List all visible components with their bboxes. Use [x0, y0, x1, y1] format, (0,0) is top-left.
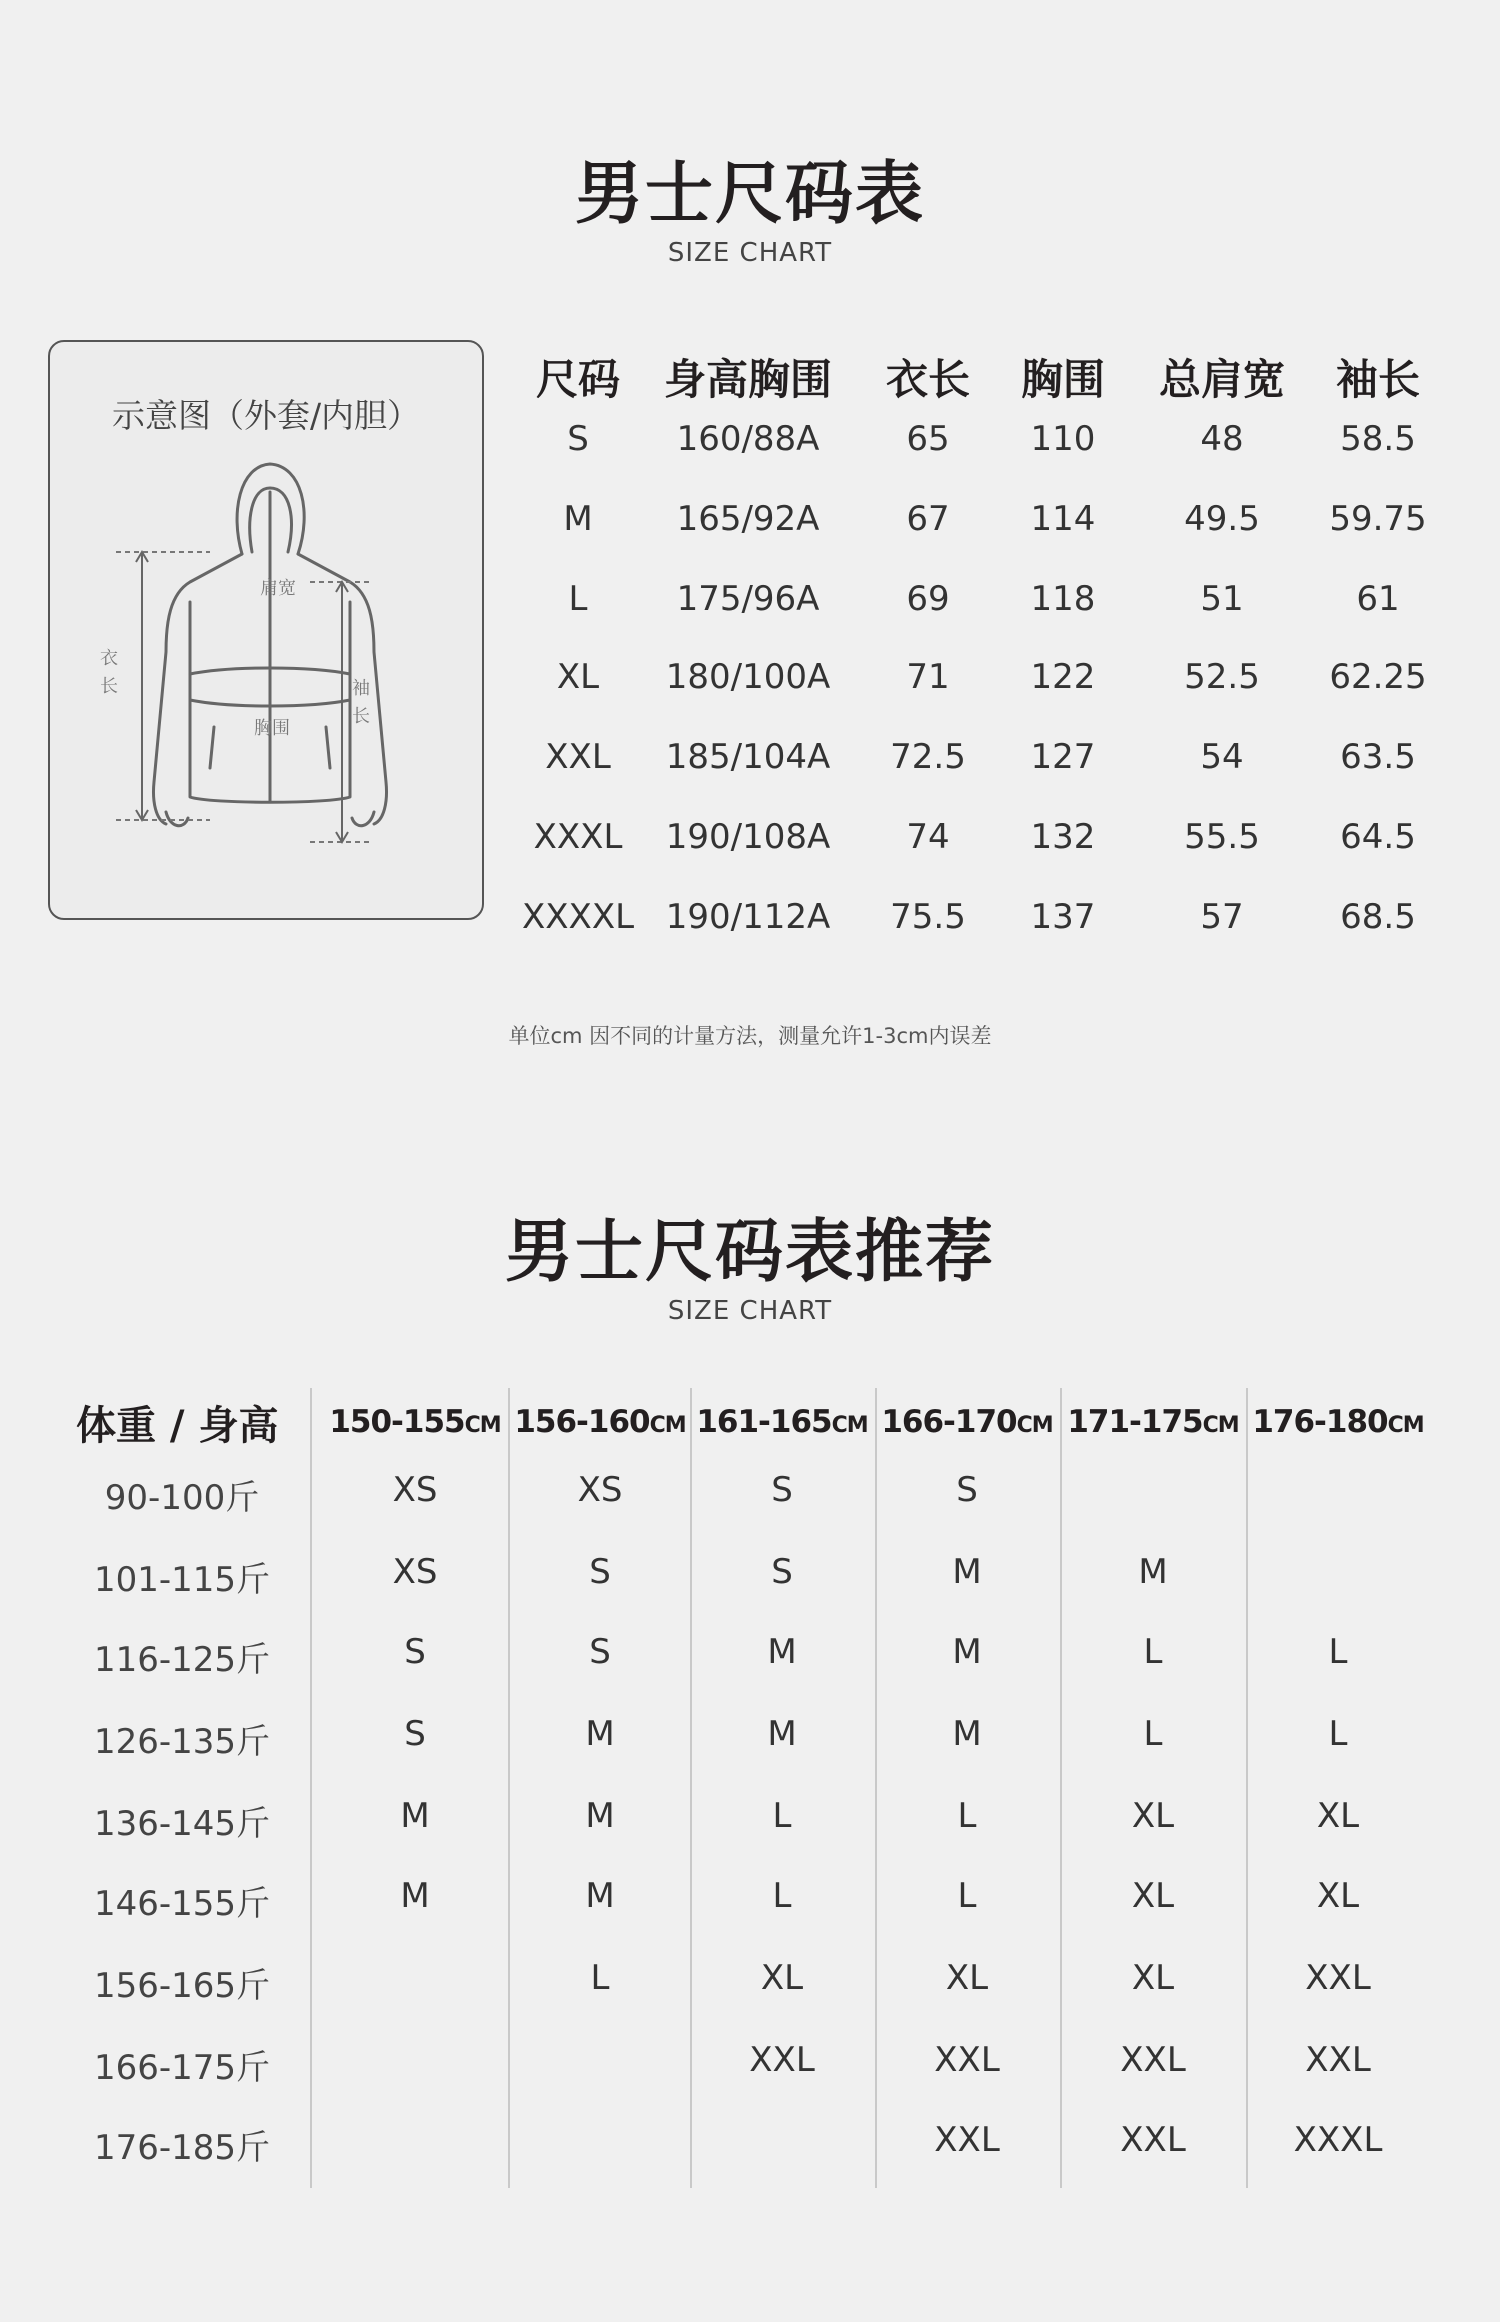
size-table-header: 总肩宽: [1158, 355, 1286, 404]
table-row: [60, 1470, 1460, 1550]
diagram-box: [48, 340, 484, 920]
height-header: [514, 1404, 685, 1440]
size-table-cell: 64.5: [1340, 817, 1416, 857]
size-table-cell: 48: [1200, 419, 1244, 459]
weight-label: 116-125斤: [93, 1640, 271, 1680]
table-row: [60, 1714, 1460, 1794]
table-row: [60, 2120, 1460, 2200]
recommended-size: L: [1328, 1632, 1348, 1672]
size-table-cell: 68.5: [1340, 897, 1416, 937]
height-range: 166-170: [881, 1404, 1017, 1440]
recommended-size: M: [400, 1796, 430, 1836]
recommended-size: S: [771, 1552, 793, 1592]
height-unit: CM: [464, 1413, 501, 1438]
size-table-cell: 118: [1030, 579, 1096, 619]
length-label-1: 衣: [100, 648, 118, 669]
height-header: [1067, 1404, 1238, 1440]
shoulder-label: 肩宽: [260, 578, 296, 599]
recommend-corner-label: 体重 / 身高: [76, 1403, 279, 1449]
table-row: [60, 1958, 1460, 2038]
length-label-2: 长: [100, 676, 118, 697]
table-row: [60, 2040, 1460, 2120]
size-table-cell: 74: [906, 817, 950, 857]
recommended-size: M: [1138, 1552, 1168, 1592]
size-table-cell: 175/96A: [676, 579, 820, 619]
recommend-subtitle: SIZE CHART: [667, 1296, 833, 1326]
size-table-cell: 61: [1356, 579, 1400, 619]
chest-label: 胸围: [254, 718, 290, 739]
size-table-cell: 58.5: [1340, 419, 1416, 459]
recommended-size: L: [1328, 1714, 1348, 1754]
weight-label: 146-155斤: [93, 1884, 271, 1924]
size-table-cell: 75.5: [890, 897, 966, 937]
recommend-table: [60, 1380, 1460, 2190]
size-table-cell: 71: [906, 657, 950, 697]
recommended-size: M: [585, 1876, 615, 1916]
height-header: [1252, 1404, 1423, 1440]
size-table-cell: 190/112A: [665, 897, 831, 937]
size-table-cell: XL: [556, 657, 600, 697]
recommended-size: XXL: [934, 2120, 1000, 2160]
recommended-size: XL: [1131, 1958, 1175, 1998]
size-table-cell: 72.5: [890, 737, 966, 777]
size-table-cell: 137: [1030, 897, 1096, 937]
weight-label: 166-175斤: [93, 2048, 271, 2088]
recommended-size: L: [957, 1796, 977, 1836]
size-table-cell: 110: [1030, 419, 1096, 459]
recommended-size: L: [590, 1958, 610, 1998]
recommended-size: S: [404, 1632, 426, 1672]
size-table-cell: S: [567, 419, 589, 459]
recommended-size: L: [1143, 1714, 1163, 1754]
recommended-size: L: [957, 1876, 977, 1916]
height-range: 156-160: [514, 1404, 650, 1440]
size-table-cell: 122: [1030, 657, 1096, 697]
height-unit: CM: [1387, 1413, 1424, 1438]
sleeve-label-1: 袖: [352, 678, 370, 699]
recommended-size: S: [589, 1632, 611, 1672]
recommended-size: S: [589, 1552, 611, 1592]
size-table-cell: M: [563, 499, 593, 539]
recommend-title: 男士尺码表推荐: [504, 1213, 995, 1292]
weight-label: 101-115斤: [93, 1560, 271, 1600]
recommended-size: XL: [1316, 1796, 1360, 1836]
recommended-size: M: [585, 1796, 615, 1836]
size-table-cell: 55.5: [1184, 817, 1260, 857]
size-table-cell: 63.5: [1340, 737, 1416, 777]
sleeve-label-2: 长: [352, 706, 370, 727]
table-row: [60, 1552, 1460, 1632]
recommended-size: XXL: [1120, 2120, 1186, 2160]
size-table-cell: 132: [1030, 817, 1096, 857]
jacket-diagram: [70, 452, 470, 872]
height-unit: CM: [831, 1413, 868, 1438]
weight-label: 156-165斤: [93, 1966, 271, 2006]
measurement-note: 单位cm 因不同的计量方法，测量允许1-3cm内误差: [508, 1024, 992, 1048]
recommended-size: M: [400, 1876, 430, 1916]
size-table-cell: 165/92A: [676, 499, 820, 539]
size-table-cell: 59.75: [1329, 499, 1427, 539]
size-table-cell: XXXXL: [521, 897, 635, 937]
size-table-cell: 49.5: [1184, 499, 1260, 539]
size-table-cell: 62.25: [1329, 657, 1427, 697]
height-range: 171-175: [1067, 1404, 1203, 1440]
recommended-size: XXL: [1120, 2040, 1186, 2080]
height-range: 161-165: [696, 1404, 832, 1440]
weight-label: 126-135斤: [93, 1722, 271, 1762]
height-range: 176-180: [1252, 1404, 1388, 1440]
height-unit: CM: [649, 1413, 686, 1438]
height-header: [329, 1404, 500, 1440]
size-table-cell: XXXL: [533, 817, 623, 857]
recommended-size: S: [956, 1470, 978, 1510]
recommended-size: XS: [392, 1470, 438, 1510]
size-table-header: 尺码: [535, 355, 621, 404]
size-table-cell: 114: [1030, 499, 1096, 539]
recommended-size: XL: [1131, 1876, 1175, 1916]
size-table-cell: 160/88A: [676, 419, 820, 459]
height-unit: CM: [1016, 1413, 1053, 1438]
table-row: [60, 1632, 1460, 1712]
size-table-cell: 57: [1200, 897, 1244, 937]
recommended-size: M: [585, 1714, 615, 1754]
size-table-cell: 190/108A: [665, 817, 831, 857]
recommended-size: L: [1143, 1632, 1163, 1672]
size-table-cell: 65: [906, 419, 950, 459]
recommended-size: XL: [760, 1958, 804, 1998]
recommended-size: XXL: [1305, 2040, 1371, 2080]
recommended-size: L: [772, 1876, 792, 1916]
recommended-size: XXL: [934, 2040, 1000, 2080]
table-row: [60, 1876, 1460, 1956]
size-table-header: 胸围: [1020, 355, 1106, 404]
size-table-header: 身高胸围: [663, 355, 833, 404]
weight-label: 176-185斤: [93, 2128, 271, 2168]
recommended-size: L: [772, 1796, 792, 1836]
size-table-cell: 180/100A: [665, 657, 831, 697]
size-table-cell: 185/104A: [665, 737, 831, 777]
height-unit: CM: [1202, 1413, 1239, 1438]
height-header: [696, 1404, 867, 1440]
size-table-header: 袖长: [1335, 355, 1421, 404]
weight-label: 136-145斤: [93, 1804, 271, 1844]
size-table-cell: L: [568, 579, 588, 619]
height-header: [881, 1404, 1052, 1440]
recommended-size: M: [767, 1714, 797, 1754]
table-row: [60, 1796, 1460, 1876]
recommended-size: XXXL: [1293, 2120, 1383, 2160]
recommended-size: XL: [1316, 1876, 1360, 1916]
recommended-size: S: [404, 1714, 426, 1754]
recommended-size: S: [771, 1470, 793, 1510]
height-range: 150-155: [329, 1404, 465, 1440]
recommended-size: XS: [577, 1470, 623, 1510]
size-table-cell: 52.5: [1184, 657, 1260, 697]
size-table-header: 衣长: [885, 355, 971, 404]
recommended-size: XXL: [749, 2040, 815, 2080]
recommended-size: XXL: [1305, 1958, 1371, 1998]
size-table-cell: 51: [1200, 579, 1244, 619]
recommended-size: M: [952, 1552, 982, 1592]
recommended-size: M: [952, 1632, 982, 1672]
size-table-cell: 67: [906, 499, 950, 539]
size-table-cell: 54: [1200, 737, 1244, 777]
recommended-size: XL: [945, 1958, 989, 1998]
size-table-cell: XXL: [545, 737, 611, 777]
size-table-cell: 127: [1030, 737, 1096, 777]
page-subtitle: SIZE CHART: [667, 238, 833, 268]
diagram-label: 示意图（外套/内胆）: [111, 396, 421, 435]
recommended-size: XS: [392, 1552, 438, 1592]
weight-label: 90-100斤: [104, 1478, 260, 1518]
size-table: [510, 335, 1460, 945]
recommended-size: XL: [1131, 1796, 1175, 1836]
page-title: 男士尺码表: [574, 155, 925, 234]
recommended-size: M: [952, 1714, 982, 1754]
recommended-size: M: [767, 1632, 797, 1672]
size-table-cell: 69: [906, 579, 950, 619]
